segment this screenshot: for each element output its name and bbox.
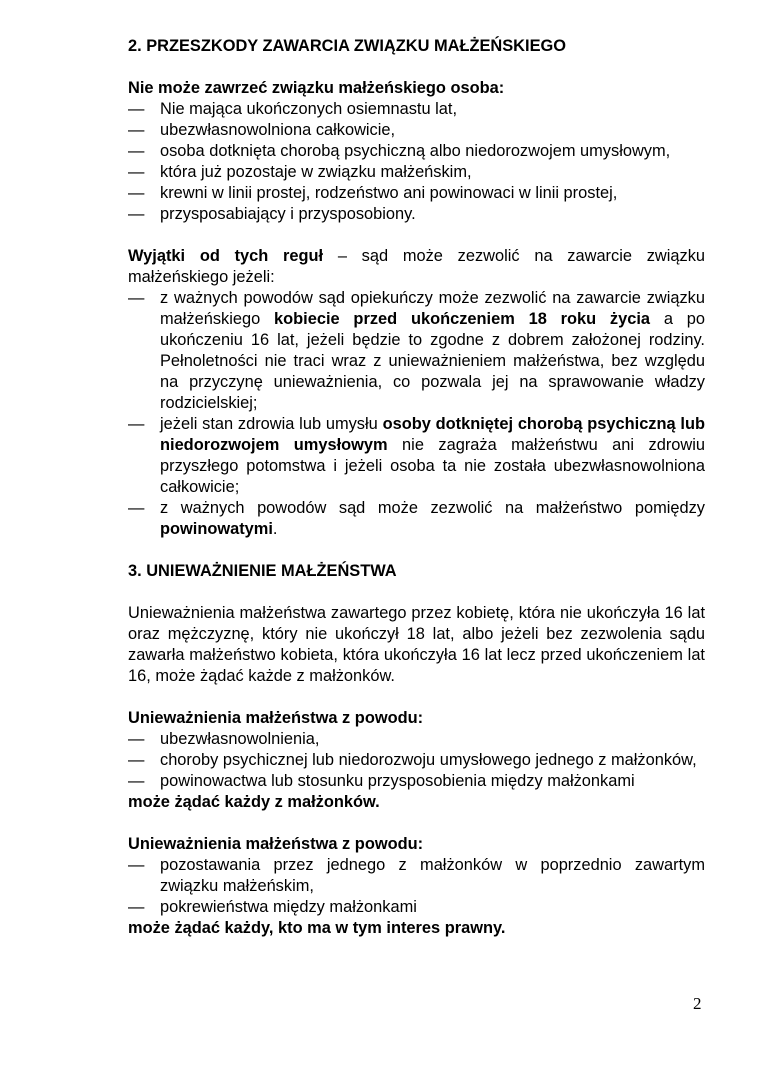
impediments-list (128, 99, 705, 225)
section-2-title: 2. PRZESZKODY ZAWARCIA ZWIĄZKU MAŁŻEŃSKIEGO (128, 37, 566, 55)
list-item: — powinowactwa lub stosunku przysposobienia między małżonkami (128, 771, 705, 792)
section-3-title: 3. UNIEWAŻNIENIE MAŁŻEŃSTWA (128, 562, 397, 580)
annulment-paragraph: Unieważnienia małżeństwa zawartego przez kobietę, która nie ukończyła 16 lat oraz mężczyznę, który nie ukończył 18 lat, albo jeżeli bez zezwolenia sądu zawarła małżeństwo kobieta, która ukończyła 16 lat lecz przed ukończeniem lat 16, może żądać każde z małżonków. (128, 604, 705, 685)
list-item: — z ważnych powodów sąd opiekuńczy może zezwolić na zawarcie związku małżeńskiego kobiecie przed ukończeniem 18 roku życia a po ukończeniu 16 lat, jeżeli będzie to zgodne z dobrem założonej rodziny. Pełnoletności nie traci wraz z unieważnieniem małżeństwa, bez względu na przyczynę unieważnienia, co pozwala jej na sprawowanie władzy rodzicielskiej; (128, 288, 705, 414)
list-item: — choroby psychicznej lub niedorozwoju umysłowego jednego z małżonków, (128, 750, 705, 771)
list-item: — osoba dotknięta chorobą psychiczną albo niedorozwojem umysłowym, (128, 141, 705, 162)
list-item: — Nie mająca ukończonych osiemnastu lat, (128, 99, 705, 120)
list-item: — ubezwłasnowolnienia, (128, 729, 705, 750)
list-item: — ubezwłasnowolniona całkowicie, (128, 120, 705, 141)
annulment-group-1-conclusion: może żądać każdy z małżonków. (128, 793, 380, 811)
list-item: — która już pozostaje w związku małżeńskim, (128, 162, 705, 183)
impediments-intro: Nie może zawrzeć związku małżeńskiego osoba: (128, 79, 505, 97)
list-item: — przysposabiający i przysposobiony. (128, 204, 705, 225)
list-item: — z ważnych powodów sąd może zezwolić na małżeństwo pomiędzy powinowatymi. (128, 498, 705, 540)
exceptions-lead: Wyjątki od tych reguł (128, 247, 324, 265)
annulment-group-1-heading: Unieważnienia małżeństwa z powodu: (128, 709, 424, 727)
list-item: — krewni w linii prostej, rodzeństwo ani powinowaci w linii prostej, (128, 183, 705, 204)
page-number: 2 (693, 994, 702, 1013)
annulment-group-2-heading: Unieważnienia małżeństwa z powodu: (128, 835, 424, 853)
annulment-group-2-conclusion: może żądać każdy, kto ma w tym interes prawny. (128, 919, 506, 937)
exceptions-paragraph: Wyjątki od tych reguł – sąd może zezwolić na zawarcie związku małżeńskiego jeżeli: (128, 247, 706, 286)
annulment-group-2-list (128, 855, 705, 918)
exceptions-list (128, 288, 705, 540)
list-item: — pozostawania przez jednego z małżonków w poprzednio zawartym związku małżeńskim, (128, 855, 705, 897)
document-page (128, 36, 705, 939)
list-item: — pokrewieństwa między małżonkami (128, 897, 705, 918)
annulment-group-1-list (128, 729, 705, 792)
list-item: — jeżeli stan zdrowia lub umysłu osoby dotkniętej chorobą psychiczną lub niedorozwojem umysłowym nie zagraża małżeństwu ani zdrowiu przyszłego potomstwa i jeżeli osoba ta nie została ubezwłasnowolniona całkowicie; (128, 414, 705, 498)
